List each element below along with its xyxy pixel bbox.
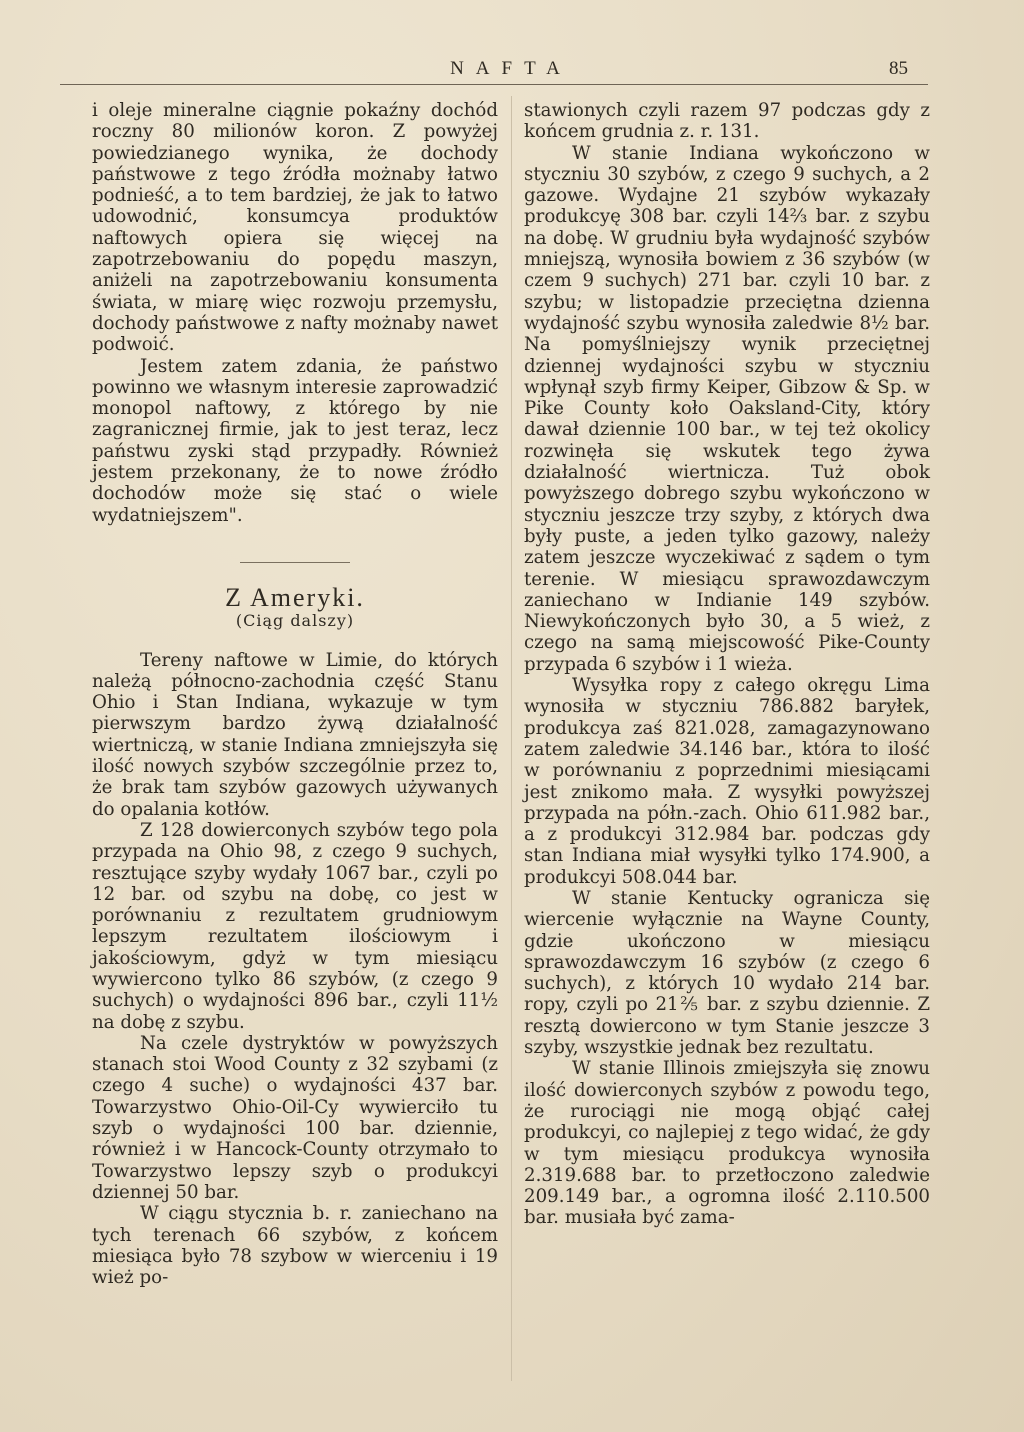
paragraph: W stanie Illinois zmiejszyła się znowu ilość dowierconych szybów z powodu tego, że rurociągi nie mogą objąć całej produkcyi, co najlepiej z tego widać, że gdy w tym miesiącu produkcya wynosiła 2.319.688 bar. to przetłoczono zaledwie 209.149 bar., a ogromna ilość 2.110.500 bar. musiała być zama-: [524, 1058, 930, 1229]
paragraph: W stanie Indiana wykończono w styczniu 30 szybów, z czego 9 suchych, a 2 gazowe. Wydajne 21 szybów wykazały produkcyę 308 bar. czyli 14⅔ bar. z szybu na dobę. W grudniu była wydajność szybów mniejszą, wynosiła bowiem z 36 szybów (w czem 9 suchych) 271 bar. czyli 10 bar. z szybu; w listopadzie przeciętna dzienna wydajność szybu wynosiła zaledwie 8½ bar. Na pomyślniejszy wynik przeciętnej dziennej wydajności szybu w styczniu wpłynął szyb firmy Keiper, Gibzow & Sp. w Pike County koło Oaksland-City, który dawał dziennie 100 bar., w tej też okolicy rozwinęła się wskutek tego żywa działalność wiertnicza. Tuż obok powyższego dobrego szybu wykończono w styczniu jeszcze trzy szyby, z których dwa były puste, a jeden tylko gazowy, należy zatem jeszcze wyczekiwać z sądem o tym terenie. W miesiącu sprawozdawczym zaniechano w Indianie 149 szybów. Niewykończonych było 30, a 5 wież, z czego na samą miejscowość Pike-County przypada 6 szybów i 1 wieża.: [524, 142, 930, 675]
right-column: [524, 100, 930, 1229]
paragraph: W ciągu stycznia b. r. zaniechano na tych terenach 66 szybów, z końcem miesiąca było 78 szybow w wierceniu i 19 wież po-: [92, 1203, 498, 1289]
running-title: NAFTA: [450, 58, 572, 79]
paragraph: W stanie Kentucky ogranicza się wiercenie wyłącznie na Wayne County, gdzie ukończono w miesiącu sprawozdawczym 16 szybów (z czego 6 suchych), z których 10 wydało 214 bar. ropy, czyli po 21⅖ bar. z szybu dziennie. Z resztą dowiercono w tym Stanie jeszcze 3 szyby, wszystkie jednak bez rezultatu.: [524, 887, 930, 1059]
section-subtitle: (Ciąg dalszy): [235, 611, 355, 631]
paragraph: Wysyłka ropy z całego okręgu Lima wynosiła w styczniu 786.882 baryłek, produkcya zaś 821.028, zamagazynowano zatem zaledwie 34.146 bar., która to ilość w porównaniu z poprzednimi miesiącami jest znikomo mała. Z wysyłki powyższej przypada na półn.-zach. Ohio 611.982 bar., a z produkcyi 312.984 bar. podczas gdy stan Indiana miał wysyłki tylko 174.900, a produkcyi 508.044 bar.: [524, 675, 930, 888]
paragraph: Na czele dystryktów w powyższych stanach stoi Wood County z 32 szybami (z czego 4 suche) o wydajności 437 bar. Towarzystwo Ohio-Oil-Cy wywierciło tu szyb o wydajności 100 bar. dziennie, również i w Hancock-County otrzymało to Towarzystwo lepszy szyb o produkcyi dziennej 50 bar.: [92, 1032, 498, 1203]
left-column: [92, 100, 498, 1288]
section-title: Z Ameryki.: [225, 582, 365, 612]
section-separator: [240, 562, 350, 563]
page-header: [92, 58, 930, 84]
paragraph: Tereny naftowe w Limie, do których należą północno-zachodnia część Stanu Ohio i Stan Indiana, wykazuje w tym pierwszym bardzo żywą działalność wiertniczą, w stanie Indiana zmniejszyła się ilość nowych szybów szczególnie przez to, że brak tam szybów gazowych używanych do opalania kotłów.: [92, 649, 498, 820]
paragraph: Z 128 dowierconych szybów tego pola przypada na Ohio 98, z czego 9 suchych, resztujące szyby wydały 1067 bar., czyli po 12 bar. od szybu na dobę, co jest w porównaniu z rezultatem grudniowym lepszym rezultatem ilościowym i jakościowym, gdyż w tym miesiącu wywiercono tylko 86 szybów, (z czego 9 suchych) o wydajności 896 bar., czyli 11½ na dobę z szybu.: [92, 819, 498, 1033]
paragraph: Jestem zatem zdania, że państwo powinno we własnym interesie zaprowadzić monopol naftowy, z którego by nie zagranicznej firmie, jak to jest teraz, lecz państwu zyski stąd przypadły. Również jestem przekonany, że to nowe źródło dochodów może się stać o wiele wydatniejszem".: [92, 355, 498, 526]
paragraph: i oleje mineralne ciągnie pokaźny dochód roczny 80 milionów koron. Z powyżej powiedzianego wynika, że dochody państwowe z tego źródła możnaby łatwo podnieść, a to tem bardziej, że jak to łatwo udowodnić, konsumcya produktów naftowych opiera się więcej na zapotrzebowaniu do popędu maszyn, aniżeli na zapotrzebowaniu konsumenta świata, w miarę więc rozwoju przemysłu, dochody państwowe z nafty możnaby nawet podwoić.: [92, 100, 498, 356]
paragraph: stawionych czyli razem 97 podczas gdy z końcem grudnia z. r. 131.: [524, 100, 930, 143]
header-rule: [60, 84, 928, 85]
page-number: 85: [889, 58, 908, 79]
column-divider: [511, 96, 512, 1381]
